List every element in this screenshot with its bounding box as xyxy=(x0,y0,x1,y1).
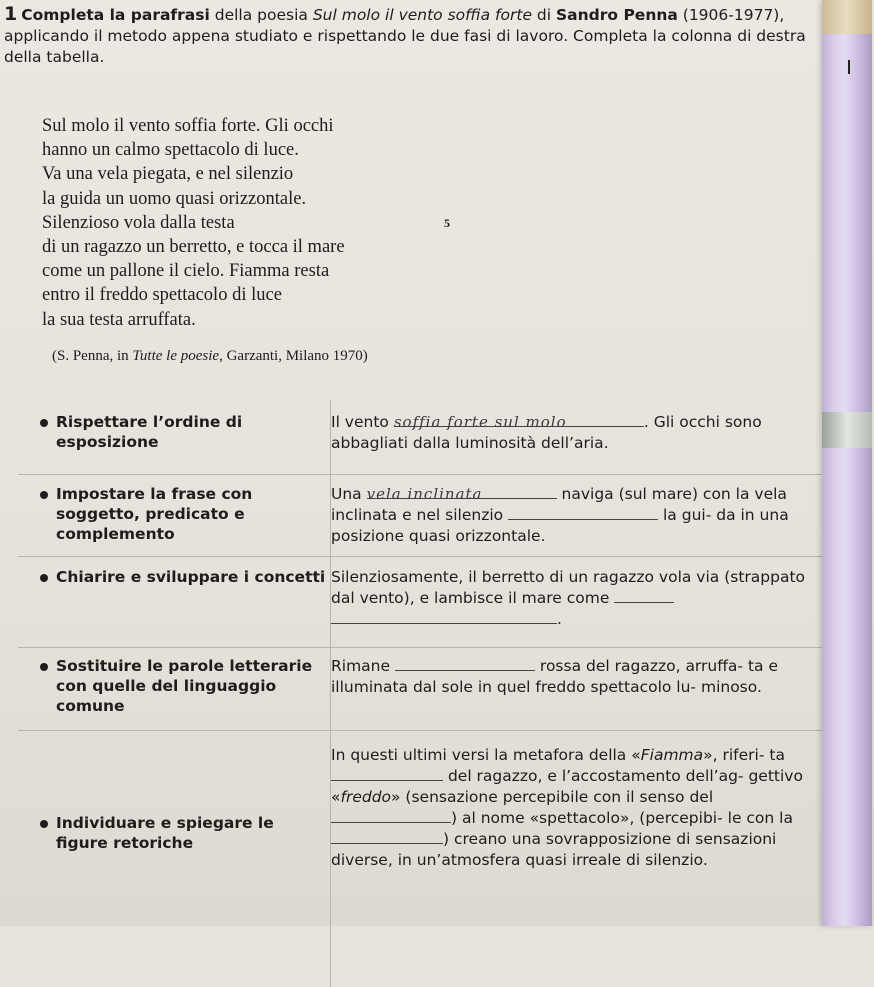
answer-blank[interactable] xyxy=(614,588,674,603)
paraphrase-table xyxy=(18,400,826,987)
bullet-icon xyxy=(40,663,48,671)
answer-text: minoso. xyxy=(701,678,762,696)
table-row xyxy=(18,557,826,648)
source-suffix: , Garzanti, Milano 1970) xyxy=(219,348,368,364)
answer-text: ) al nome «spettacolo», (percepibi- xyxy=(451,809,723,827)
step-text: Individuare e spiegare le figure retoriche xyxy=(56,814,274,852)
step-cell xyxy=(18,648,331,731)
answer-text: ta e illuminata dal sole in quel freddo spettacolo lu- xyxy=(331,657,778,696)
source-prefix: (S. Penna, in xyxy=(52,348,132,364)
source-book-title: Tutte le poesie xyxy=(132,348,219,364)
answer-blank[interactable] xyxy=(331,609,557,624)
author-name: Sandro Penna xyxy=(556,6,678,24)
answer-cell xyxy=(331,731,827,987)
answer-text: ) creano una sovrapposizione di sensazioni diverse, in un’atmosfera quasi irreale di silenzio. xyxy=(331,830,776,869)
bullet-icon xyxy=(40,574,48,582)
step-cell xyxy=(18,475,331,557)
answer-blank[interactable]: soffia forte sul molo xyxy=(394,412,644,427)
answer-text: Il vento xyxy=(331,413,389,431)
answer-text: In questi ultimi versi la metafora della « xyxy=(331,746,641,764)
line-number: 5 xyxy=(444,211,450,235)
step-text: Chiarire e sviluppare i concetti xyxy=(56,568,325,586)
poem-line: di un ragazzo un berretto, e tocca il mare xyxy=(42,235,502,259)
poem-title: Sul molo il vento soffia forte xyxy=(313,6,532,24)
table-row xyxy=(18,731,826,987)
answer-text: Rimane xyxy=(331,657,390,675)
answer-text: gettivo « xyxy=(331,767,803,806)
exercise-instructions xyxy=(4,4,824,68)
bullet-icon xyxy=(40,491,48,499)
answer-text: rossa del ragazzo, arruffa- xyxy=(540,657,743,675)
table-row xyxy=(18,400,826,475)
poem-line: hanno un calmo spettacolo di luce. xyxy=(42,138,502,162)
exercise-number: 1 xyxy=(4,3,17,25)
bullet-icon xyxy=(40,419,48,427)
answer-blank[interactable] xyxy=(331,829,443,844)
step-label xyxy=(18,412,330,452)
exercise-by: di xyxy=(532,6,556,24)
answer-blank[interactable] xyxy=(508,505,658,520)
answer-text: la gui- xyxy=(663,506,711,524)
answer-cell xyxy=(331,400,827,475)
answer-text: . Gli occhi sono abbagliati dalla luminosità dell’aria. xyxy=(331,413,762,452)
lilac-pencil xyxy=(822,0,872,926)
poem-line-text: Silenzioso vola dalla testa xyxy=(42,213,235,233)
answer-text: naviga (sul mare) con la vela inclinata e nel silenzio xyxy=(331,485,787,524)
poem-line-5 xyxy=(42,211,502,235)
answer-blank[interactable]: vela inclinata xyxy=(367,484,557,499)
poem-line: la sua testa arruffata. xyxy=(42,308,502,332)
answer-blank[interactable] xyxy=(331,808,451,823)
answer-cell xyxy=(331,648,827,731)
answer-text: le con la xyxy=(728,809,793,827)
bullet-icon xyxy=(40,820,48,828)
exercise-intro-bold: Completa la parafrasi xyxy=(21,6,210,24)
step-text: Rispettare l’ordine di esposizione xyxy=(56,413,242,451)
step-label xyxy=(18,813,330,853)
poem-line: Va una vela piegata, e nel silenzio xyxy=(42,162,502,186)
answer-blank[interactable] xyxy=(395,656,535,671)
step-text: Impostare la frase con soggetto, predicato e complemento xyxy=(56,485,252,543)
step-cell xyxy=(18,400,331,475)
author-dates: (1906-1977), xyxy=(678,6,784,24)
poem-line: Sul molo il vento soffia forte. Gli occhi xyxy=(42,114,502,138)
answer-blank[interactable] xyxy=(331,766,443,781)
poem-line: come un pallone il cielo. Fiamma resta xyxy=(42,259,502,283)
table-row xyxy=(18,648,826,731)
pencil-tip xyxy=(822,0,872,34)
step-cell xyxy=(18,557,331,648)
answer-text: del ragazzo, e l’accostamento dell’ag- xyxy=(448,767,744,785)
step-cell xyxy=(18,731,331,987)
answer-text: » (sensazione percepibile con il senso xyxy=(391,788,685,806)
answer-cell xyxy=(331,557,827,648)
step-label xyxy=(18,567,330,587)
answer-text: ta xyxy=(769,746,785,764)
table-row xyxy=(18,475,826,557)
answer-text: da in una posizione quasi orizzontale. xyxy=(331,506,789,545)
exercise-intro-text: della poesia xyxy=(210,6,313,24)
step-text: Sostituire le parole letterarie con quelle del linguaggio comune xyxy=(56,657,312,715)
exercise-instruction: applicando il metodo appena studiato e rispettando le due fasi di lavoro. Completa la colonna di destra della tabella. xyxy=(4,27,806,66)
pencil-mark xyxy=(848,60,850,74)
answer-text: Silenziosamente, il berretto di un ragazzo vola via (strappato dal vento), e lambisce il mare come xyxy=(331,568,805,607)
poem-line: la guida un uomo quasi orizzontale. xyxy=(42,187,502,211)
step-label xyxy=(18,484,330,544)
answer-text-italic: freddo xyxy=(340,788,391,806)
poem-line: entro il freddo spettacolo di luce xyxy=(42,283,502,307)
answer-text: . xyxy=(557,610,562,628)
step-label xyxy=(18,656,330,716)
answer-text: », riferi- xyxy=(703,746,764,764)
answer-text-italic: Fiamma xyxy=(641,746,703,764)
answer-cell xyxy=(331,475,827,557)
answer-text: del xyxy=(689,788,713,806)
pencil-metal-band xyxy=(822,412,872,448)
poem-source xyxy=(52,348,368,365)
poem-text xyxy=(42,114,502,332)
answer-text: Una xyxy=(331,485,362,503)
